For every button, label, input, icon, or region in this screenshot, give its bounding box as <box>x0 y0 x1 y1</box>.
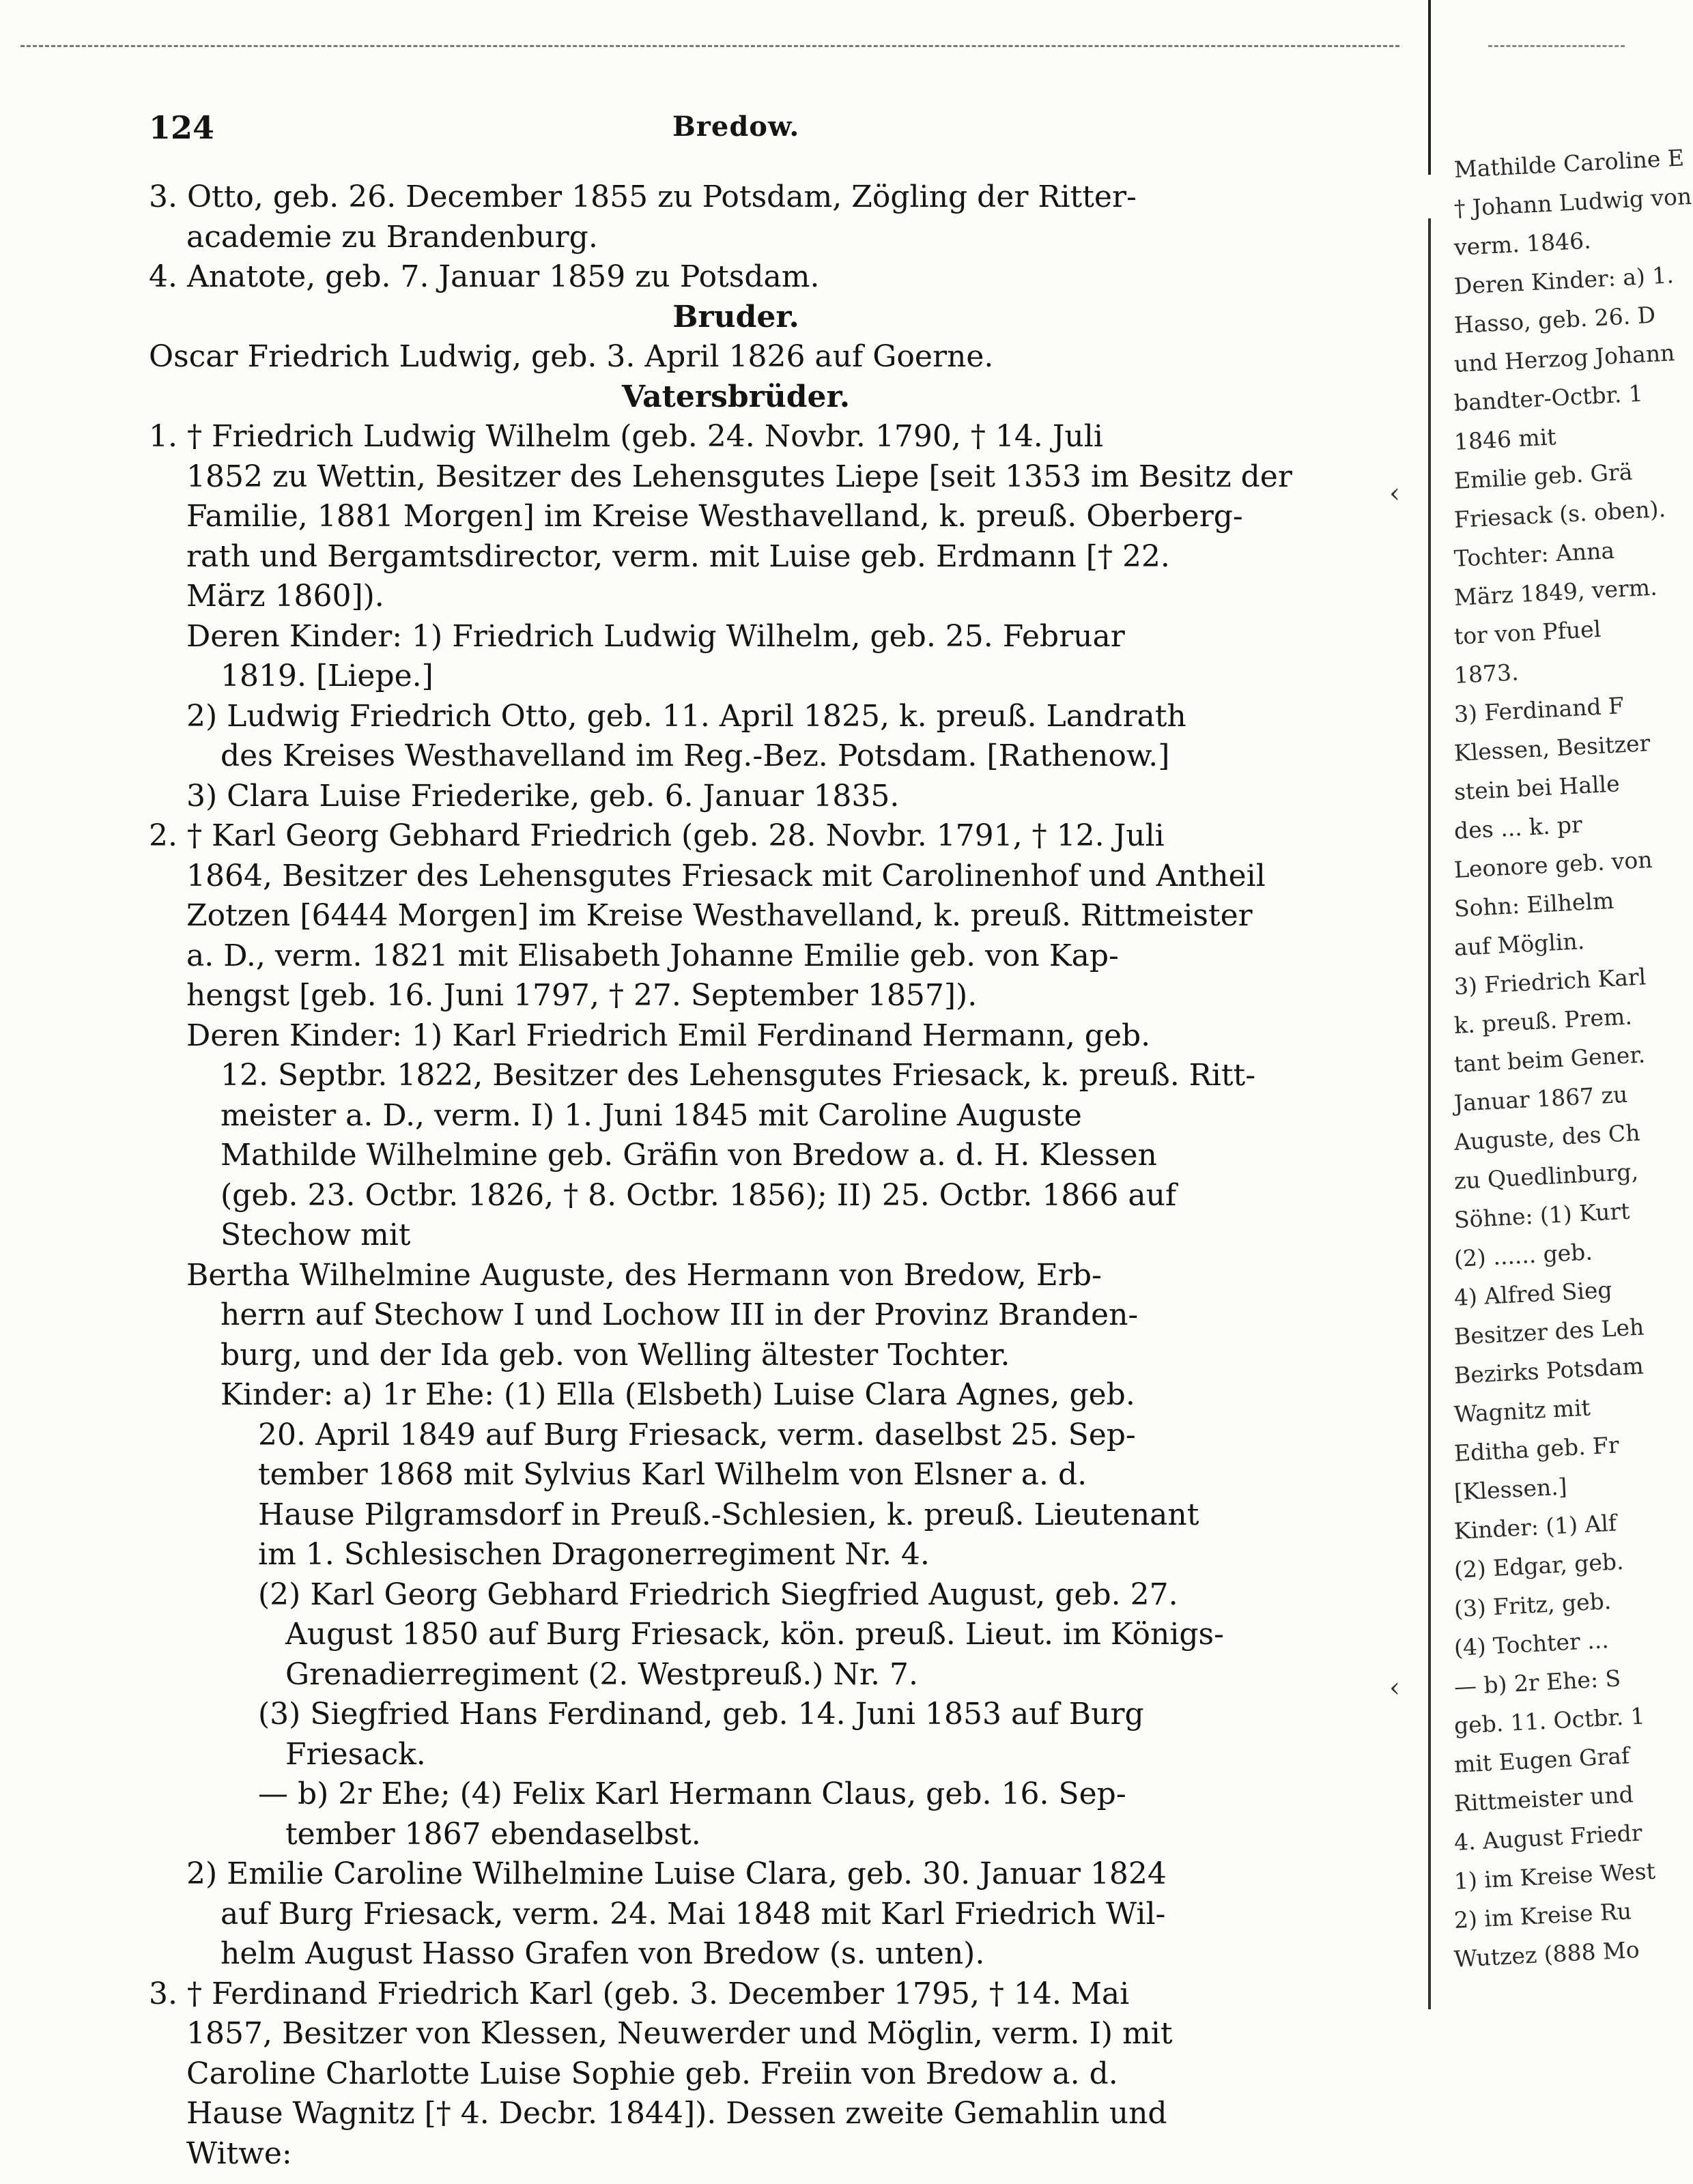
fragment-line: Kinder: (1) Alf <box>1453 1509 1618 1544</box>
fragment-line: Januar 1867 zu <box>1453 1080 1629 1117</box>
text-line: auf Burg Friesack, verm. 24. Mai 1848 mit Karl Friedrich Wil- <box>220 1896 1166 1931</box>
text-line: 1857, Besitzer von Klessen, Neuwerder und Möglin, verm. I) mit <box>186 2016 1173 2051</box>
fragment-line: März 1849, verm. <box>1453 573 1658 611</box>
text-line: Oscar Friedrich Ludwig, geb. 3. April 1826 auf Goerne. <box>149 339 994 374</box>
page-header <box>0 102 1406 150</box>
fragment-line: bandter-Octbr. 1 <box>1453 379 1644 416</box>
fragment-line: [Klessen.] <box>1453 1473 1568 1506</box>
fragment-line: auf Möglin. <box>1453 928 1586 961</box>
margin-mark: ‹ <box>1389 478 1400 509</box>
text-line: hengst [geb. 16. Juni 1797, † 27. September 1857]). <box>186 978 978 1013</box>
adjacent-page-fragment <box>1453 144 1693 1972</box>
section-heading: Bruder. <box>672 299 799 334</box>
fragment-line: verm. 1846. <box>1453 227 1592 261</box>
top-rule <box>20 45 1399 47</box>
fragment-line: 3) Friedrich Karl <box>1453 963 1647 1000</box>
fragment-line: 1) im Kreise West <box>1453 1857 1656 1895</box>
fragment-line: Hasso, geb. 26. D <box>1453 301 1656 339</box>
text-line: academie zu Brandenburg. <box>186 219 598 255</box>
text-line: herrn auf Stechow I und Lochow III in der Provinz Branden- <box>220 1297 1139 1332</box>
main-text-column <box>149 177 1323 2174</box>
fragment-line: Editha geb. Fr <box>1453 1431 1620 1467</box>
fragment-line: Bezirks Potsdam <box>1453 1352 1645 1389</box>
fragment-line: Emilie geb. Grä <box>1453 458 1634 494</box>
text-line: a. D., verm. 1821 mit Elisabeth Johanne Emilie geb. von Kap- <box>186 938 1119 973</box>
fragment-line: Wutzez (888 Mo <box>1453 1936 1640 1972</box>
text-line: Witwe: <box>186 2136 292 2171</box>
fragment-line: geb. 11. Octbr. 1 <box>1453 1702 1646 1739</box>
text-line: 20. April 1849 auf Burg Friesack, verm. daselbst 25. Sep- <box>258 1417 1136 1452</box>
fragment-line: 4) Alfred Sieg <box>1453 1276 1613 1311</box>
text-line: Mathilde Wilhelmine geb. Gräfin von Bredow a. d. H. Klessen <box>220 1138 1157 1173</box>
fragment-line: 4. August Friedr <box>1453 1819 1643 1856</box>
page-number: 124 <box>149 109 215 146</box>
text-line: burg, und der Ida geb. von Welling ältester Tochter. <box>220 1337 1010 1373</box>
text-line: Stechow mit <box>220 1218 411 1252</box>
text-line: 1819. [Liepe.] <box>220 659 433 693</box>
fragment-line: 1846 mit <box>1453 423 1557 455</box>
fragment-line: (3) Fritz, geb. <box>1453 1587 1612 1622</box>
fragment-line: mit Eugen Graf <box>1453 1742 1631 1778</box>
text-line: März 1860]). <box>186 579 384 614</box>
fragment-line: Auguste, des Ch <box>1453 1119 1641 1155</box>
margin-mark: ‹ <box>1389 1672 1400 1704</box>
fragment-line: k. preuß. Prem. <box>1453 1003 1633 1039</box>
fragment-line: tor von Pfuel <box>1453 615 1602 650</box>
fragment-line: Klessen, Besitzer <box>1453 729 1651 766</box>
page-fold-line <box>1428 0 1431 2184</box>
text-line: 3. † Ferdinand Friedrich Karl (geb. 3. December 1795, † 14. Mai <box>149 1976 1130 2011</box>
text-line: 4. Anatote, geb. 7. Januar 1859 zu Potsdam. <box>149 259 820 294</box>
text-line: 1852 zu Wettin, Besitzer des Lehensgutes Liepe [seit 1353 im Besitz der <box>186 459 1292 494</box>
text-line: 2. † Karl Georg Gebhard Friedrich (geb. 28. Novbr. 1791, † 12. Juli <box>149 818 1165 853</box>
text-line: (2) Karl Georg Gebhard Friedrich Siegfried August, geb. 27. <box>258 1577 1178 1612</box>
text-line: Caroline Charlotte Luise Sophie geb. Freiin von Bredow a. d. <box>186 2056 1118 2091</box>
running-title: Bredow. <box>672 111 800 143</box>
fragment-line: (2) Edgar, geb. <box>1453 1548 1625 1583</box>
text-line: Deren Kinder: 1) Friedrich Ludwig Wilhelm, geb. 25. Februar <box>186 618 1125 654</box>
fragment-line: Rittmeister und <box>1453 1781 1634 1817</box>
fragment-line: Friesack (s. oben). <box>1453 495 1666 533</box>
fragment-line: stein bei Halle <box>1453 770 1621 805</box>
text-line: Grenadierregiment (2. Westpreuß.) Nr. 7. <box>285 1656 919 1692</box>
fragment-line: Söhne: (1) Kurt <box>1453 1197 1631 1233</box>
text-line: meister a. D., verm. I) 1. Juni 1845 mit Caroline Auguste <box>220 1097 1082 1133</box>
text-line: Hause Wagnitz [† 4. Decbr. 1844]). Dessen zweite Gemahlin und <box>186 2096 1167 2131</box>
fragment-line: tant beim Gener. <box>1453 1041 1646 1078</box>
text-line: 1. † Friedrich Ludwig Wilhelm (geb. 24. Novbr. 1790, † 14. Juli <box>149 419 1103 454</box>
text-line: August 1850 auf Burg Friesack, kön. preuß. Lieut. im Königs- <box>285 1617 1224 1652</box>
text-line: helm August Hasso Grafen von Bredow (s. unten). <box>220 1936 985 1971</box>
text-line: 12. Septbr. 1822, Besitzer des Lehensgutes Friesack, k. preuß. Ritt- <box>220 1058 1256 1093</box>
text-line: Deren Kinder: 1) Karl Friedrich Emil Ferdinand Hermann, geb. <box>186 1018 1151 1053</box>
fragment-line: 3) Ferdinand F <box>1453 691 1625 728</box>
fragment-line: Besitzer des Leh <box>1453 1313 1645 1350</box>
text-line: Kinder: a) 1r Ehe: (1) Ella (Elsbeth) Luise Clara Agnes, geb. <box>220 1377 1135 1412</box>
text-line: 1864, Besitzer des Lehensgutes Friesack mit Carolinenhof und Antheil <box>186 858 1266 893</box>
fragment-line: Mathilde Caroline E <box>1453 144 1685 183</box>
text-line: (3) Siegfried Hans Ferdinand, geb. 14. Juni 1853 auf Burg <box>258 1697 1144 1732</box>
text-line: — b) 2r Ehe; (4) Felix Karl Hermann Claus, geb. 16. Sep- <box>258 1777 1126 1811</box>
text-line: 2) Ludwig Friedrich Otto, geb. 11. April 1825, k. preuß. Landrath <box>186 698 1186 734</box>
text-line: tember 1868 mit Sylvius Karl Wilhelm von Elsner a. d. <box>258 1457 1087 1492</box>
text-line: rath und Bergamtsdirector, verm. mit Luise geb. Erdmann [† 22. <box>186 538 1170 574</box>
fragment-line: Deren Kinder: a) 1. <box>1453 261 1675 300</box>
text-line: im 1. Schlesischen Dragonerregiment Nr. 4. <box>258 1537 930 1572</box>
top-rule-right <box>1488 45 1625 47</box>
text-line: des Kreises Westhavelland im Reg.-Bez. Potsdam. [Rathenow.] <box>220 738 1170 773</box>
fragment-line: 2) im Kreise Ru <box>1453 1897 1632 1934</box>
text-line: Familie, 1881 Morgen] im Kreise Westhavelland, k. preuß. Oberberg- <box>186 499 1243 534</box>
fragment-line: (2) ...... geb. <box>1453 1238 1593 1272</box>
section-heading: Vatersbrüder. <box>621 379 851 414</box>
fragment-line: — b) 2r Ehe: S <box>1453 1665 1622 1700</box>
fragment-line: Sohn: Eilhelm <box>1453 887 1615 922</box>
text-line: (geb. 23. Octbr. 1826, † 8. Octbr. 1856); II) 25. Octbr. 1866 auf <box>220 1177 1177 1213</box>
text-line: 2) Emilie Caroline Wilhelmine Luise Clara, geb. 30. Januar 1824 <box>186 1856 1167 1891</box>
fragment-line: Tochter: Anna <box>1453 536 1615 572</box>
text-line: 3. Otto, geb. 26. December 1855 zu Potsdam, Zögling der Ritter- <box>149 179 1137 214</box>
fragment-line: Leonore geb. von <box>1453 846 1653 883</box>
fragment-line: zu Quedlinburg, <box>1453 1158 1639 1194</box>
text-line: Zotzen [6444 Morgen] im Kreise Westhavelland, k. preuß. Rittmeister <box>186 898 1253 933</box>
text-line: Friesack. <box>285 1736 426 1772</box>
text-line: tember 1867 ebendaselbst. <box>285 1816 701 1852</box>
text-line: 3) Clara Luise Friederike, geb. 6. Januar 1835. <box>186 778 900 814</box>
fragment-line: und Herzog Johann <box>1453 339 1676 377</box>
fragment-line: † Johann Ludwig von <box>1453 182 1693 222</box>
fragment-line: des ... k. pr <box>1453 811 1583 844</box>
fragment-line: Wagnitz mit <box>1453 1394 1591 1428</box>
fragment-line: (4) Tochter ... <box>1453 1626 1610 1661</box>
text-line: Hause Pilgramsdorf in Preuß.-Schlesien, k. preuß. Lieutenant <box>258 1497 1199 1532</box>
fragment-line: 1873. <box>1453 659 1520 689</box>
text-line: Bertha Wilhelmine Auguste, des Hermann von Bredow, Erb- <box>186 1257 1102 1293</box>
